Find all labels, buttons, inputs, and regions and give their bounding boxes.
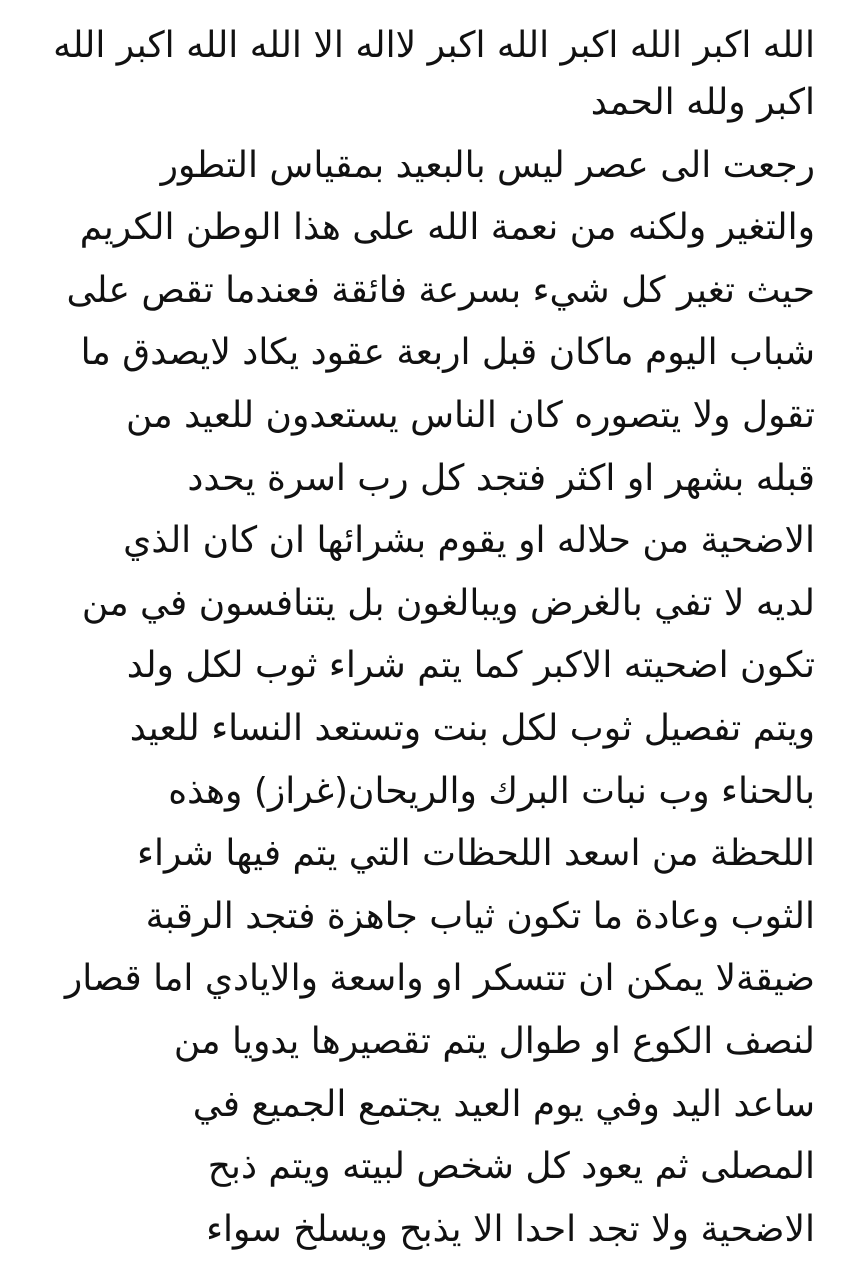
text-line-8: قبله بشهر او اكثر فتجد كل رب اسرة يحدد	[187, 457, 815, 499]
text-line-17: لنصف الكوع او طوال يتم تقصيرها يدويا من	[173, 1020, 815, 1062]
text-line-5: حيث تغير كل شيء بسرعة فائقة فعندما تقص على	[66, 269, 815, 311]
text-line-10: لديه لا تفي بالغرض ويبالغون بل يتنافسون في من	[81, 582, 815, 624]
text-line-6: شباب اليوم ماكان قبل اربعة عقود يكاد لايصدق ما	[80, 332, 815, 374]
text-line-3: رجعت الى عصر ليس بالبعيد بمقياس التطور	[160, 144, 815, 186]
text-line-18: ساعد اليد وفي يوم العيد يجتمع الجميع في	[192, 1083, 815, 1125]
text-line-11: تكون اضحيته الاكبر كما يتم شراء ثوب لكل ولد	[126, 645, 815, 687]
text-line-1: الله اكبر الله اكبر الله اكبر لااله الا الله الله اكبر الله	[53, 25, 815, 66]
text-line-4: والتغير ولكنه من نعمة الله على هذا الوطن الكريم	[79, 207, 815, 249]
text-line-13: بالحناء وب نبات البرك والريحان(غراز) وهذه	[168, 770, 815, 812]
text-line-20: الاضحية ولا تجد احدا الا يذبح ويسلخ سواء	[206, 1208, 815, 1250]
text-line-7: تقول ولا يتصوره كان الناس يستعدون للعيد من	[125, 394, 815, 436]
text-line-19: المصلى ثم يعود كل شخص لبيته ويتم ذبح	[207, 1146, 815, 1188]
text-line-9: الاضحية من حلاله او يقوم بشرائها ان كان الذي	[123, 520, 815, 562]
text-line-14: اللحظة من اسعد اللحظات التي يتم فيها شراء	[137, 833, 815, 875]
text-line-2: اكبر ولله الحمد	[590, 82, 815, 123]
text-line-15: الثوب وعادة ما تكون ثياب جاهزة فتجد الرقبة	[145, 895, 815, 937]
article-text	[40, 20, 815, 1261]
text-line-12: ويتم تفصيل ثوب لكل بنت وتستعد النساء للعيد	[129, 707, 815, 749]
text-line-16: ضيقةلا يمكن ان تتسكر او واسعة والايادي اما قصار	[64, 958, 815, 1000]
